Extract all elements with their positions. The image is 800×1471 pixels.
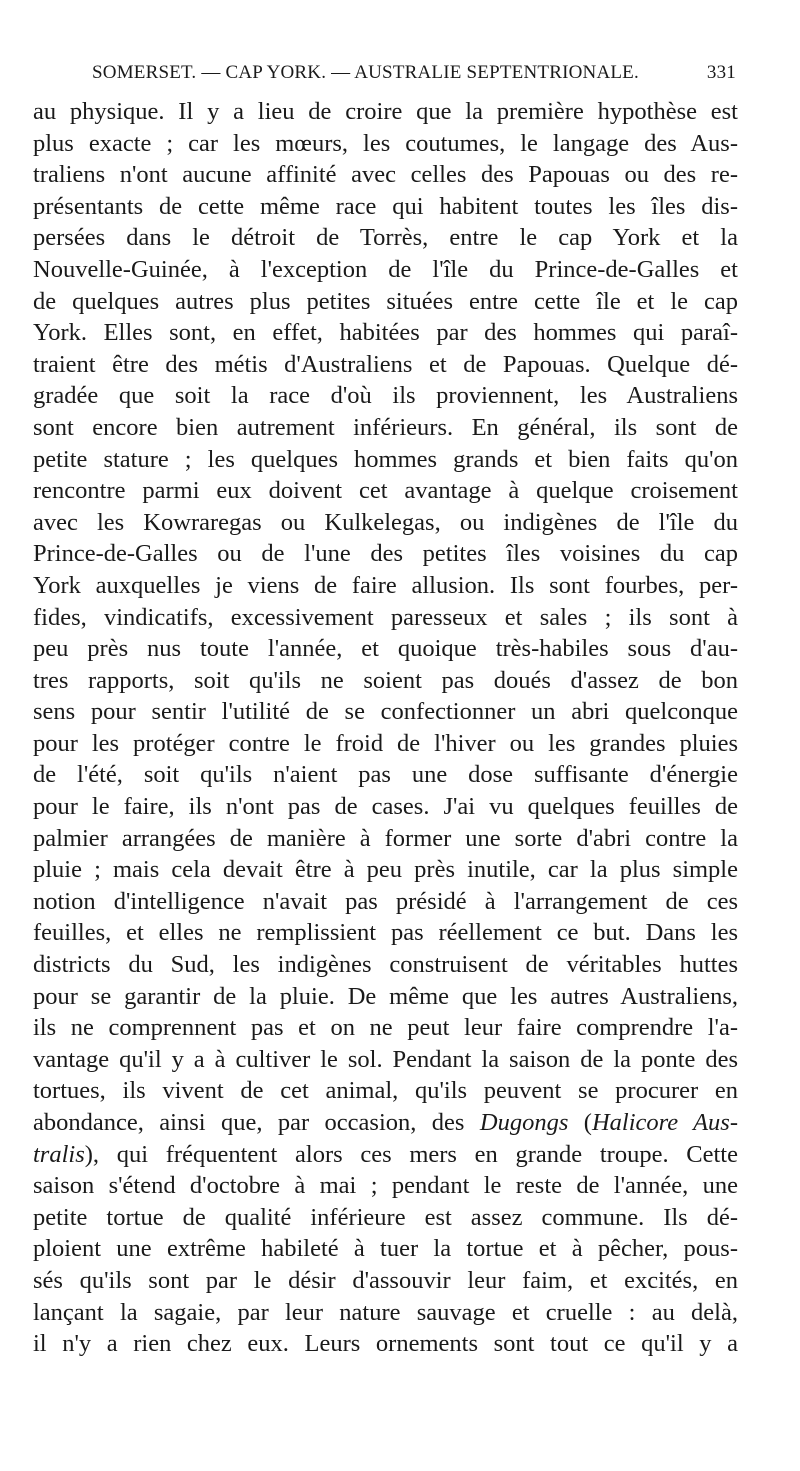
text-line xyxy=(33,1107,738,1139)
text-segment: peu près nus toute l'année, et quoique très-habiles sous d'au- xyxy=(33,635,738,663)
text-line xyxy=(33,317,738,349)
text-line xyxy=(33,412,738,444)
body-text xyxy=(33,96,738,1360)
running-title: SOMERSET. — CAP YORK. — AUSTRALIE SEPTENTRIONALE. xyxy=(92,62,639,83)
text-segment: palmier arrangées de manière à former une sorte d'abri contre la xyxy=(33,824,738,852)
text-segment: vantage qu'il y a à cultiver le sol. Pendant la saison de la ponte des xyxy=(33,1045,738,1073)
italic-term: Halicore Aus- xyxy=(591,1109,738,1136)
text-segment: sont encore bien autrement inférieurs. En général, ils sont de xyxy=(33,413,738,441)
text-line xyxy=(33,538,738,570)
text-segment: de l'été, soit qu'ils n'aient pas une dose suffisante d'énergie xyxy=(33,761,738,789)
text-segment: Prince-de-Galles ou de l'une des petites îles voisines du cap xyxy=(33,540,738,568)
text-segment: de quelques autres plus petites situées entre cette île et le cap xyxy=(33,287,738,315)
text-segment: Nouvelle-Guinée, à l'exception de l'île du Prince-de-Galles et xyxy=(33,255,738,283)
text-line xyxy=(33,286,738,318)
text-line xyxy=(33,728,738,760)
text-segment: petite stature ; les quelques hommes grands et bien faits qu'on xyxy=(33,445,738,473)
text-line xyxy=(33,949,738,981)
text-segment: pour se garantir de la pluie. De même que les autres Australiens, xyxy=(33,982,738,1010)
text-segment: traient être des métis d'Australiens et de Papouas. Quelque dé- xyxy=(33,350,738,378)
text-line xyxy=(33,475,738,507)
text-segment: saison s'étend d'octobre à mai ; pendant le reste de l'année, une xyxy=(33,1172,738,1200)
text-segment: présentants de cette même race qui habitent toutes les îles dis- xyxy=(33,192,738,220)
text-segment: notion d'intelligence n'avait pas présidé à l'arrangement de ces xyxy=(33,887,738,915)
text-segment: sens pour sentir l'utilité de se confectionner un abri quelconque xyxy=(33,698,738,726)
text-segment: au physique. Il y a lieu de croire que la première hypothèse est xyxy=(33,98,738,125)
text-line xyxy=(33,917,738,949)
text-line xyxy=(33,633,738,665)
text-segment: persées dans le détroit de Torrès, entre le cap York et la xyxy=(33,224,738,252)
text-segment: traliens n'ont aucune affinité avec celles des Papouas ou des re- xyxy=(33,161,738,189)
text-line xyxy=(33,159,738,191)
text-line xyxy=(33,128,738,160)
text-line xyxy=(33,696,738,728)
text-segment: petite tortue de qualité inférieure est assez commune. Ils dé- xyxy=(33,1203,738,1231)
text-segment: gradée que soit la race d'où ils proviennent, les Australiens xyxy=(33,382,738,410)
text-line xyxy=(33,1139,738,1171)
text-line xyxy=(33,1202,738,1234)
text-segment: ploient une extrême habileté à tuer la tortue et à pêcher, pous- xyxy=(33,1235,738,1263)
text-segment: York auxquelles je viens de faire allusion. Ils sont fourbes, per- xyxy=(33,571,738,599)
text-segment: fides, vindicatifs, excessivement paresseux et sales ; ils sont à xyxy=(33,603,738,631)
text-segment: ils ne comprennent pas et on ne peut leur faire comprendre l'a- xyxy=(33,1014,738,1042)
text-line xyxy=(33,507,738,539)
text-line xyxy=(33,96,738,128)
text-line xyxy=(33,665,738,697)
text-line xyxy=(33,1170,738,1202)
text-line xyxy=(33,981,738,1013)
text-segment: lançant la sagaie, par leur nature sauvage et cruelle : au delà, xyxy=(33,1298,738,1326)
italic-term: tralis xyxy=(33,1140,85,1168)
text-segment: pluie ; mais cela devait être à peu près inutile, car la plus simple xyxy=(33,856,738,884)
text-line xyxy=(33,823,738,855)
italic-term: Dugongs xyxy=(479,1109,569,1136)
text-line xyxy=(33,1265,738,1297)
text-segment: ), qui fréquentent alors ces mers en grande troupe. Cette xyxy=(84,1140,738,1168)
text-line xyxy=(33,254,738,286)
text-line xyxy=(33,380,738,412)
text-line xyxy=(33,759,738,791)
text-line xyxy=(33,1012,738,1044)
text-line xyxy=(33,191,738,223)
text-line xyxy=(33,1328,738,1360)
text-line xyxy=(33,1297,738,1329)
text-line xyxy=(33,854,738,886)
text-line xyxy=(33,1044,738,1076)
text-line xyxy=(33,1233,738,1265)
text-line xyxy=(33,1075,738,1107)
running-header xyxy=(92,62,736,88)
text-line xyxy=(33,349,738,381)
text-segment: tortues, ils vivent de cet animal, qu'ils peuvent se procurer en xyxy=(33,1077,738,1105)
text-line xyxy=(33,444,738,476)
text-segment: York. Elles sont, en effet, habitées par des hommes qui paraî- xyxy=(33,319,738,347)
text-segment: sés qu'ils sont par le désir d'assouvir leur faim, et excités, en xyxy=(33,1266,738,1294)
text-segment: ( xyxy=(568,1109,592,1136)
text-line xyxy=(33,570,738,602)
text-segment: il n'y a rien chez eux. Leurs ornements sont tout ce qu'il y a xyxy=(33,1330,738,1358)
page-number: 331 xyxy=(706,62,736,83)
text-segment: avec les Kowraregas ou Kulkelegas, ou indigènes de l'île du xyxy=(33,508,738,536)
text-segment: tres rapports, soit qu'ils ne soient pas doués d'assez de bon xyxy=(33,666,738,694)
text-line xyxy=(33,791,738,823)
text-segment: plus exacte ; car les mœurs, les coutumes, le langage des Aus- xyxy=(33,129,738,157)
text-segment: pour le faire, ils n'ont pas de cases. J'ai vu quelques feuilles de xyxy=(33,793,738,821)
text-segment: districts du Sud, les indigènes construisent de véritables huttes xyxy=(33,951,738,979)
text-segment: feuilles, et elles ne remplissient pas réellement ce but. Dans les xyxy=(33,919,738,947)
text-line xyxy=(33,602,738,634)
text-segment: rencontre parmi eux doivent cet avantage à quelque croisement xyxy=(33,477,738,505)
text-segment: abondance, ainsi que, par occasion, des xyxy=(33,1109,480,1136)
text-segment: pour les protéger contre le froid de l'hiver ou les grandes pluies xyxy=(33,729,738,757)
text-line xyxy=(33,222,738,254)
text-line xyxy=(33,886,738,918)
